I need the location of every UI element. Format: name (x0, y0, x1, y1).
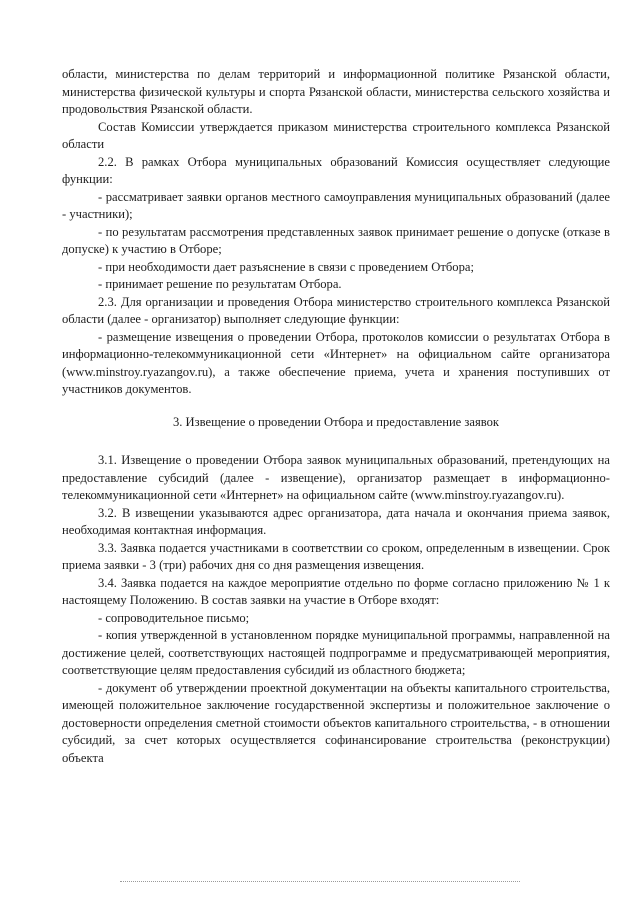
section-3-heading: 3. Извещение о проведении Отбора и предоставление заявок (172, 414, 500, 429)
paragraph-3-3: 3.3. Заявка подается участниками в соответствии со сроком, определенным в извещении. Срок приема заявки - 3 (три) рабочих дня со дня размещения извещения. (62, 540, 610, 572)
paragraph-3-1: 3.1. Извещение о проведении Отбора заявок муниципальных образований, претендующих на предоставление субсидий (далее - извещение), организатор размещает в информационно-телекоммуникационной сети «Интернет» на официальном сайте (www.minstroy.ryazangov.ru). (62, 453, 610, 502)
section-2-continued (62, 66, 610, 399)
list-item-cover-letter: - сопроводительное письмо; (98, 610, 250, 625)
list-item-clarification: - при необходимости дает разъяснение в связи с проведением Отбора; (98, 259, 474, 274)
list-item-project-documentation: - документ об утверждении проектной документации на объекты капитального строительства, имеющей положительное заключение государственной экспертизы и положительное заключение о достоверности определения сметной стоимости объектов капитального строительства, - в отношении субсидий, за счет которых осуществляется софинансирование строительства (реконструкции) объекта (62, 680, 610, 765)
paragraph-2-2: 2.2. В рамках Отбора муниципальных образований Комиссия осуществляет следующие функции: (62, 154, 610, 186)
paragraph-2-3: 2.3. Для организации и проведения Отбора министерство строительного комплекса Рязанской области (далее - организатор) выполняет следующие функции: (62, 294, 610, 326)
list-item-review-applications: - рассматривает заявки органов местного самоуправления муниципальных образований (далее - участники); (62, 189, 610, 221)
paragraph-commission-members: области, министерства по делам территорий и информационной политике Рязанской области, министерства физической культуры и спорта Рязанской области, министерства сельского хозяйства и продовольствия Рязанской области. (62, 67, 610, 116)
paragraph-3-2: 3.2. В извещении указываются адрес организатора, дата начала и окончания приема заявок, необходимая контактная информация. (62, 505, 610, 537)
paragraph-commission-composition: Состав Комиссии утверждается приказом министерства строительного комплекса Рязанской области (62, 119, 610, 151)
page-bottom-divider (120, 881, 520, 883)
list-item-results-decision: - принимает решение по результатам Отбора. (98, 277, 342, 291)
list-item-publication: - размещение извещения о проведении Отбора, протоколов комиссии о результатах Отбора в информационно-телекоммуникационной сети «Интернет» на официальном сайте организатора (www.minstroy.ryazangov.ru), а также обеспечение приема, учета и хранения поступивших от участников документов. (62, 329, 610, 396)
section-3-body (62, 452, 610, 767)
list-item-municipal-program: - копия утвержденной в установленном порядке муниципальной программы, направленной на достижение целей, соответствующих настоящей подпрограмме и предусматривающей мероприятия, соответствующие целям предоставления субсидий из областного бюджета; (62, 628, 610, 677)
list-item-admission-decision: - по результатам рассмотрения представленных заявок принимает решение о допуске (отказе в допуске) к участию в Отборе; (62, 224, 610, 256)
paragraph-3-4: 3.4. Заявка подается на каждое мероприятие отдельно по форме согласно приложению № 1 к настоящему Положению. В состав заявки на участие в Отборе входят: (62, 575, 610, 607)
